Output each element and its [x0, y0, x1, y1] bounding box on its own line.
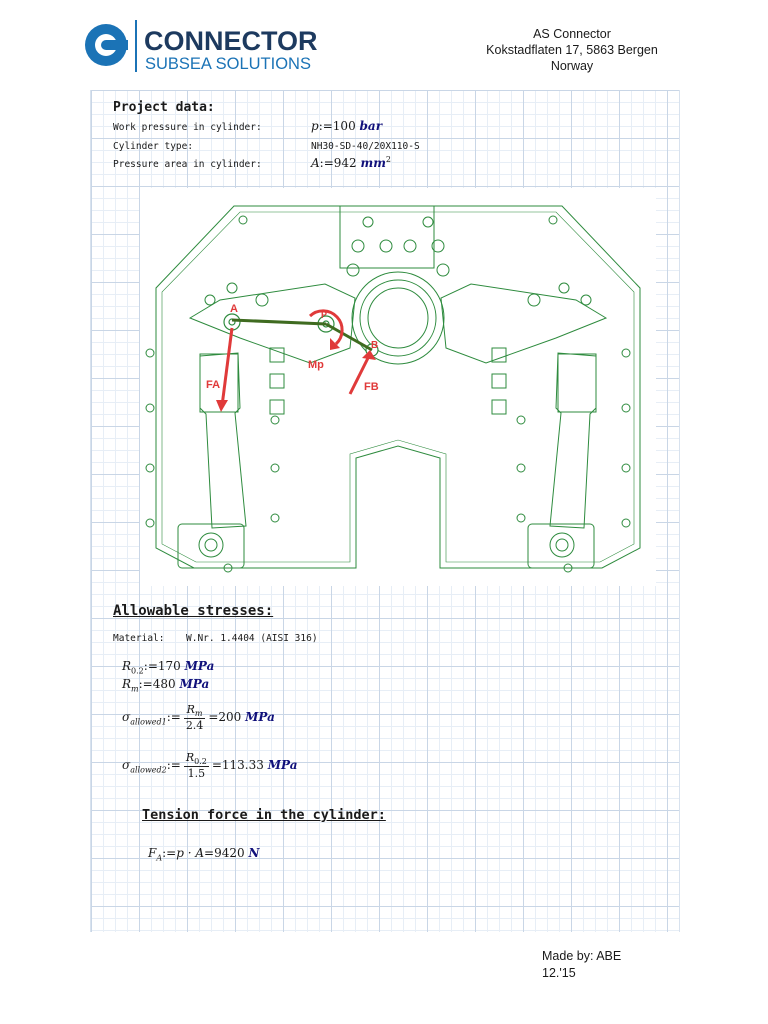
work-pressure-equation: p:=100 bar [311, 119, 383, 133]
outer-frame [156, 206, 640, 568]
r02-equation: $R_{0.2}:=170$ MPa [122, 659, 215, 676]
company-country: Norway [550, 59, 594, 73]
force-arrow-fa [222, 328, 232, 406]
tension-force-heading: Tension force in the cylinder: [142, 807, 386, 823]
top-block [340, 206, 434, 268]
company-logo [84, 18, 344, 80]
clamp-mechanism-drawing [140, 188, 656, 586]
made-by: Made by: ABE [542, 949, 622, 963]
label-p: P [321, 310, 328, 320]
label-b: B [371, 340, 379, 351]
left-clevis [178, 524, 244, 568]
material-value: W.Nr. 1.4404 (AISI 316) [186, 633, 318, 644]
material-label: Material: [113, 633, 165, 644]
label-a: A [230, 303, 238, 315]
link-a-p [232, 320, 326, 324]
date: 12.'15 [542, 966, 576, 980]
project-data-heading: Project data: [113, 100, 215, 115]
cylinder-type-label: Cylinder type: [113, 141, 194, 152]
tension-force-equation: $F_A:=p \cdot A=9420$ N [148, 846, 260, 863]
sigma-allowed1-equation: $\sigma_{allowed1}:=$ $\frac{R_m}{2.4}$ =200 MPa [122, 703, 275, 733]
footer-info [542, 948, 621, 982]
logo-text-connector: CONNECTOR [144, 26, 318, 56]
company-address [472, 26, 672, 74]
company-street: Kokstadflaten 17, 5863 Bergen [486, 43, 658, 57]
allowable-stresses-heading: Allowable stresses: [113, 603, 274, 619]
rm-equation: $R_m:=480$ MPa [122, 677, 210, 694]
label-fb: FB [364, 381, 379, 393]
label-mp: Mp [308, 359, 324, 371]
work-pressure-label: Work pressure in cylinder: [113, 122, 262, 133]
right-cylinder [550, 353, 596, 528]
right-lever [441, 284, 606, 363]
sigma-allowed2-equation: $\sigma_{allowed2}:=$ $\frac{R_{0.2}}{1.5}$ =113.33 MPa [122, 751, 298, 781]
cylinder-type-value: NH30-SD-40/20X110-S [311, 141, 420, 152]
company-name: AS Connector [533, 27, 611, 41]
logo-text-subsea: SUBSEA SOLUTIONS [145, 55, 311, 73]
pressure-area-equation: A:=942 $mm^2$ [311, 155, 392, 170]
label-fa: FA [206, 379, 221, 391]
pressure-area-label: Pressure area in cylinder: [113, 159, 262, 170]
right-clevis [528, 524, 594, 568]
